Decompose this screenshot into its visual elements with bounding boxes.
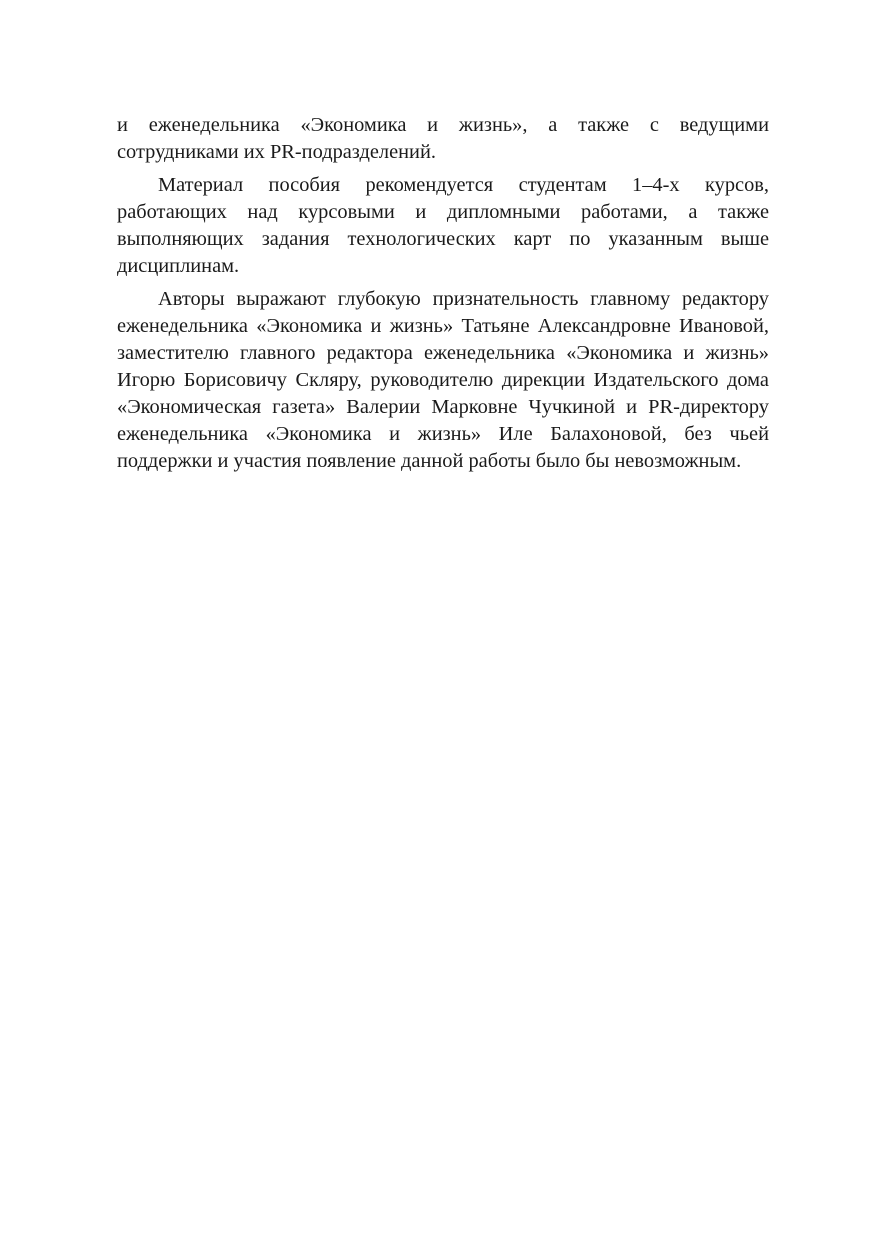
- paragraph-continuation: и еженедельника «Экономика и жизнь», а также с ведущими сотрудниками их PR-подразделений.: [117, 114, 769, 163]
- document-page: [117, 112, 769, 481]
- paragraph-acknowledgements: Авторы выражают глубокую признательность главному редактору еженедельника «Экономика и жизнь» Татьяне Александровне Ивановой, заместителю главного редактора еженедельника «Экономика и жизнь» Игорю Борисовичу Скляру, руководителю дирекции Издательского дома «Экономическая газета» Валерии Марковне Чучкиной и PR-директору еженедельника «Экономика и жизнь» Иле Балахоновой, без чьей поддержки и участия появление данной работы было бы невозможным.: [117, 288, 769, 472]
- paragraph-material: Материал пособия рекомендуется студентам 1–4-х курсов, работающих над курсовыми и дипломными работами, а также выполняющих задания технологических карт по указанным выше дисциплинам.: [117, 174, 769, 277]
